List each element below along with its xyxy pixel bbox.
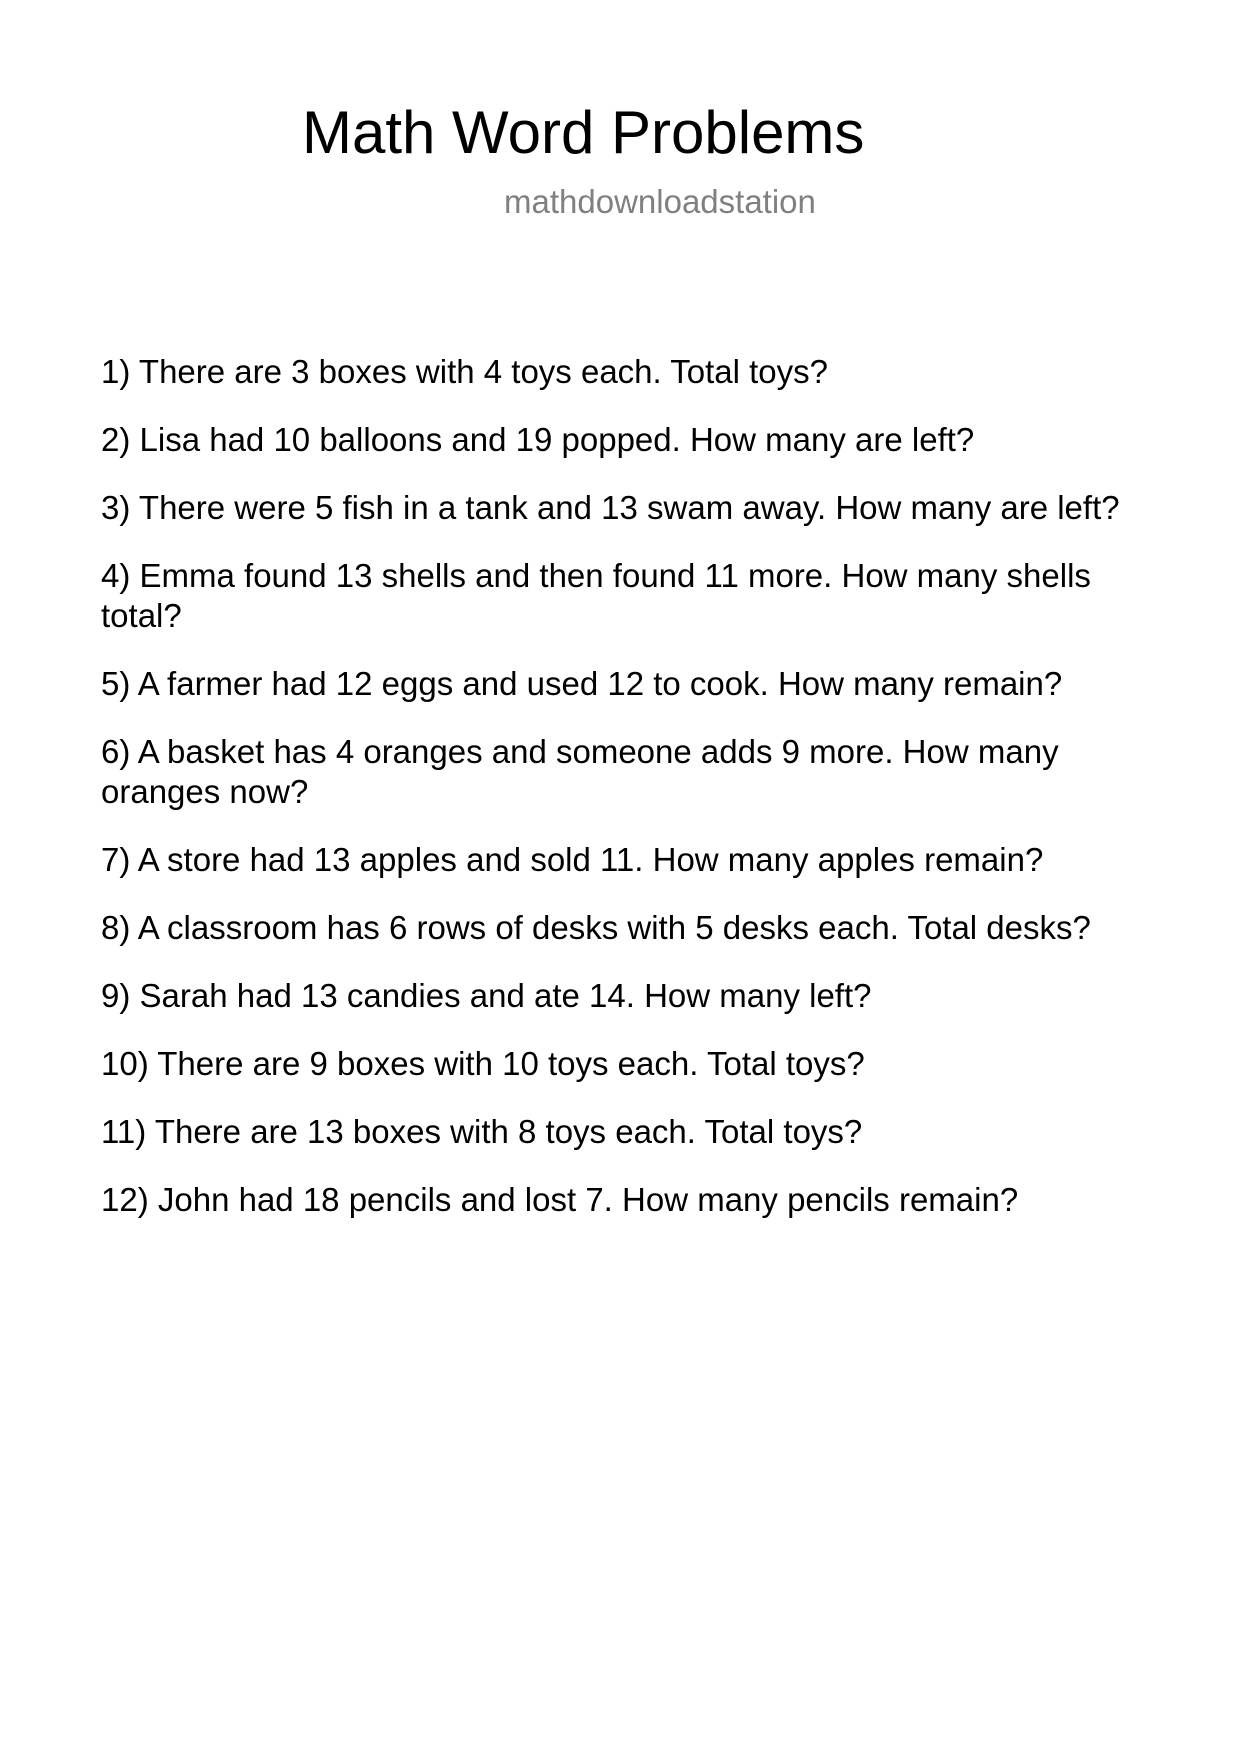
problem-item: 11) There are 13 boxes with 8 toys each. Total toys?: [101, 1113, 863, 1150]
page-title: Math Word Problems: [302, 99, 865, 166]
problem-item: 7) A store had 13 apples and sold 11. How many apples remain?: [101, 841, 1044, 878]
page-subtitle: mathdownloadstation: [504, 183, 816, 220]
problem-item: 1) There are 3 boxes with 4 toys each. Total toys?: [101, 353, 829, 390]
problem-list: [101, 352, 1141, 1248]
problem-item: 10) There are 9 boxes with 10 toys each. Total toys?: [101, 1045, 865, 1082]
problem-item: 3) There were 5 fish in a tank and 13 swam away. How many are left?: [101, 489, 1120, 526]
problem-item: 9) Sarah had 13 candies and ate 14. How many left?: [101, 977, 872, 1014]
problem-item: 6) A basket has 4 oranges and someone adds 9 more. How many oranges now?: [101, 733, 1059, 810]
problem-item: 4) Emma found 13 shells and then found 11 more. How many shells total?: [101, 557, 1091, 634]
problem-item: 5) A farmer had 12 eggs and used 12 to cook. How many remain?: [101, 665, 1063, 702]
problem-item: 2) Lisa had 10 balloons and 19 popped. How many are left?: [101, 421, 975, 458]
problem-item: 12) John had 18 pencils and lost 7. How many pencils remain?: [101, 1181, 1019, 1218]
problem-item: 8) A classroom has 6 rows of desks with 5 desks each. Total desks?: [101, 909, 1091, 946]
